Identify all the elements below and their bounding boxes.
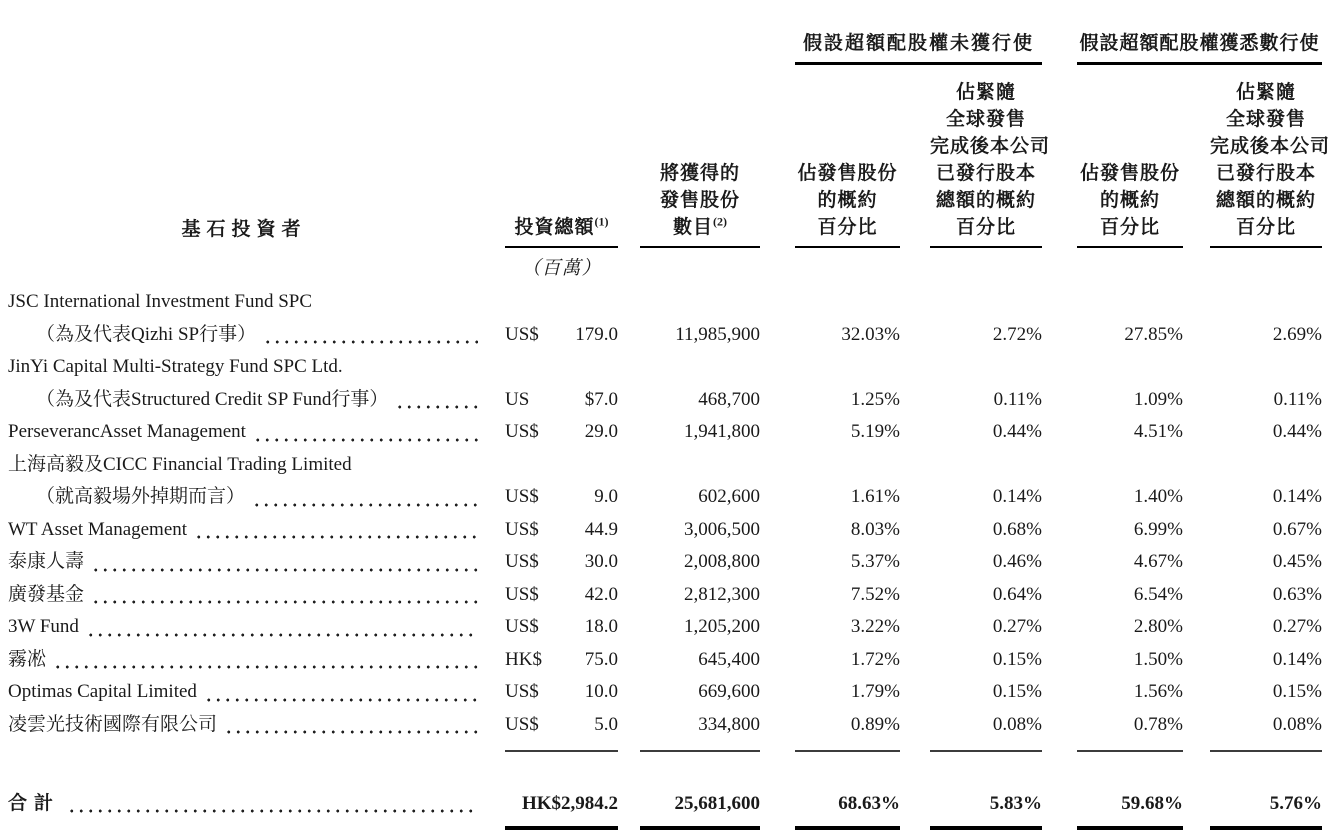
pct-offer-full-value: 1.40% [1133, 486, 1183, 507]
table-row [8, 709, 1336, 742]
pct-capital-full-value: 0.27% [1272, 616, 1322, 637]
pct-capital-full-value: 0.63% [1272, 583, 1322, 605]
pct-capital-pre-value: 0.64% [992, 583, 1042, 605]
shares-value: 2,008,800 [684, 551, 760, 572]
table-row [8, 546, 1336, 579]
investment-cell [505, 319, 618, 352]
investment-cell [505, 546, 618, 579]
pct-offer-pre-value: 8.03% [850, 518, 900, 540]
investment-cell [505, 579, 618, 612]
investment-amount: 179.0 [575, 323, 618, 345]
column-header-pct-capital-full [1210, 79, 1331, 248]
pct-offer-pre-value: 5.19% [850, 421, 900, 442]
pct-capital-header-line: 完成後本公司 [1210, 136, 1331, 157]
investor-name-text: 廣發基金 [8, 583, 85, 605]
investor-name-text: Optimas Capital Limited [8, 681, 197, 702]
pct-offer-full-value: 4.67% [1133, 551, 1183, 572]
shares-value: 602,600 [698, 486, 760, 507]
total-pct-capital-full: 5.76% [1269, 793, 1322, 814]
column-header-pct-capital-pre [930, 79, 1051, 248]
pct-offer-full-value: 4.51% [1133, 421, 1183, 442]
pct-offer-full-value: 1.56% [1133, 681, 1183, 702]
pct-offer-full-value: 0.78% [1133, 713, 1183, 735]
pct-capital-pre-value: 0.08% [992, 713, 1042, 735]
investment-amount: 10.0 [584, 681, 618, 702]
dot-leader [253, 438, 478, 442]
pct-offer-full-value: 6.54% [1133, 583, 1183, 605]
column-header-investment [505, 214, 618, 248]
pct-offer-pre-value: 32.03% [841, 323, 900, 345]
pct-offer-header-line: 百分比 [1099, 217, 1160, 238]
pct-capital-header-line: 已發行股本 [935, 163, 1036, 184]
shares-value: 645,400 [698, 648, 760, 670]
investor-name-line [8, 416, 480, 449]
investor-name-text: 凌雲光技術國際有限公司 [8, 713, 218, 735]
investor-name-cell [8, 579, 480, 612]
investment-currency: US$ [505, 518, 539, 540]
pct-capital-full-value: 0.44% [1272, 421, 1322, 442]
investor-name-text: 3W Fund [8, 616, 79, 637]
investor-name-text: PerseverancAsset Management [8, 421, 246, 442]
investment-cell [505, 644, 618, 677]
pct-offer-full-value: 1.09% [1133, 388, 1183, 410]
investment-cell [505, 676, 618, 709]
shares-note-ref: (2) [713, 214, 727, 229]
investment-currency: US$ [505, 583, 539, 605]
pct-offer-header-line: 的概約 [1099, 190, 1160, 211]
pct-capital-full-value: 2.69% [1272, 323, 1322, 345]
investor-name-line [8, 611, 480, 644]
total-shares: 25,681,600 [674, 793, 760, 814]
investor-name-cell [8, 351, 480, 416]
investor-name-line [8, 481, 480, 514]
shares-value: 1,205,200 [684, 616, 760, 637]
total-double-rule-row [8, 826, 1336, 830]
pct-offer-pre-value: 1.72% [850, 648, 900, 670]
investment-amount: 18.0 [584, 616, 618, 637]
pct-offer-full-value: 6.99% [1133, 518, 1183, 540]
table-row [8, 676, 1336, 709]
dot-leader [224, 730, 478, 734]
shares-value: 2,812,300 [684, 583, 760, 605]
pct-capital-header-line: 總額的概約 [1215, 190, 1316, 211]
investment-amount: 9.0 [594, 486, 618, 507]
shares-value: 669,600 [698, 681, 760, 702]
investor-name-line [8, 546, 480, 579]
pct-capital-full-value: 0.14% [1272, 486, 1322, 507]
investment-amount: 75.0 [584, 648, 618, 670]
investor-name-cell [8, 514, 480, 547]
pct-capital-full-value: 0.08% [1272, 713, 1322, 735]
pct-offer-pre-value: 1.79% [850, 681, 900, 702]
investment-currency: HK$ [505, 648, 542, 670]
pct-offer-pre-value: 3.22% [850, 616, 900, 637]
column-header-shares [640, 160, 760, 248]
column-header-pct-offer-full [1077, 160, 1183, 248]
investor-name-line [8, 384, 480, 417]
pct-capital-full-value: 0.15% [1272, 681, 1322, 702]
column-rule [1210, 750, 1322, 752]
investment-amount: $7.0 [584, 388, 618, 410]
dot-leader [395, 405, 478, 409]
pct-capital-full-value: 0.11% [1273, 388, 1322, 410]
double-rule [640, 826, 760, 830]
table-row [8, 579, 1336, 612]
investment-cell [505, 384, 618, 417]
investor-name-text: （就高毅場外掉期而言） [36, 486, 246, 507]
investor-name-line: JinYi Capital Multi-Strategy Fund SPC Ltd. [8, 356, 343, 377]
pct-capital-header-line: 總額的概約 [935, 190, 1036, 211]
total-row [8, 788, 1336, 820]
pct-capital-pre-value: 0.14% [992, 486, 1042, 507]
investment-currency: US$ [505, 486, 539, 507]
investor-name-cell [8, 611, 480, 644]
investment-unit-label: （百萬） [521, 258, 602, 279]
investor-name-cell [8, 546, 480, 579]
dot-leader [91, 600, 478, 604]
pct-capital-header-line: 全球發售 [945, 109, 1026, 130]
column-header-pct-offer-pre [795, 160, 900, 248]
investor-name-line [8, 709, 480, 742]
investment-currency: US$ [505, 551, 539, 572]
investor-name-cell [8, 416, 480, 449]
column-rule [1077, 750, 1183, 752]
investment-currency: US$ [505, 713, 539, 735]
pct-capital-header-line: 佔緊隨 [1235, 82, 1296, 103]
pct-offer-full-value: 1.50% [1133, 648, 1183, 670]
scenario-header-spacer [8, 28, 795, 65]
pct-offer-full-value: 2.80% [1133, 616, 1183, 637]
investment-currency: US$ [505, 421, 539, 442]
pct-capital-pre-value: 0.68% [992, 518, 1042, 540]
pct-capital-pre-value: 0.27% [992, 616, 1042, 637]
table-row [8, 351, 1336, 416]
table-row [8, 644, 1336, 677]
double-rule [1210, 826, 1322, 830]
investor-name-line: 上海高毅及CICC Financial Trading Limited [8, 453, 352, 475]
investment-label: 投資總額 [514, 217, 595, 238]
pct-capital-pre-value: 0.15% [992, 681, 1042, 702]
table-row [8, 416, 1336, 449]
column-rule [795, 750, 900, 752]
investment-currency: US [505, 388, 530, 410]
investor-name-line [8, 514, 480, 547]
pct-capital-full-value: 0.14% [1272, 648, 1322, 670]
scenario-header-no-exercise: 假設超額配股權未獲行使 [795, 28, 1042, 65]
investor-name-line [8, 676, 480, 709]
dot-leader [263, 340, 478, 344]
investor-name-text: （為及代表Qizhi SP行事） [36, 323, 257, 345]
dot-leader [67, 809, 478, 813]
pre-total-rule-row [8, 750, 1336, 752]
investment-amount: 29.0 [584, 421, 618, 442]
investor-name-text: 霧凇 [8, 648, 47, 670]
investment-cell [505, 611, 618, 644]
investment-cell [505, 481, 618, 514]
investment-amount: 30.0 [584, 551, 618, 572]
double-rule [795, 826, 900, 830]
pct-offer-header-line: 佔發售股份 [797, 163, 898, 184]
shares-header-line [640, 214, 760, 241]
pct-offer-pre-value: 1.61% [850, 486, 900, 507]
investor-name-cell [8, 709, 480, 742]
investor-name-line: JSC International Investment Fund SPC [8, 291, 312, 312]
investment-note-ref: (1) [594, 214, 609, 229]
column-rule [640, 750, 760, 752]
table-body [8, 286, 1336, 741]
scenario-header-row [8, 28, 1336, 65]
pct-capital-header-line: 佔緊隨 [955, 82, 1016, 103]
double-rule [505, 826, 618, 830]
total-pct-offer-pre: 68.63% [838, 793, 900, 814]
dot-leader [194, 535, 478, 539]
shares-header-line: 將獲得的 [659, 163, 740, 184]
investor-name-cell [8, 676, 480, 709]
total-pct-capital-pre: 5.83% [989, 793, 1042, 814]
dot-leader [204, 698, 478, 702]
pct-capital-pre-value: 0.15% [992, 648, 1042, 670]
table-row [8, 611, 1336, 644]
investment-cell [505, 514, 618, 547]
pct-capital-full-value: 0.45% [1272, 551, 1322, 572]
double-rule [930, 826, 1042, 830]
dot-leader [91, 568, 478, 572]
pct-capital-header-line: 百分比 [955, 217, 1016, 238]
shares-value: 1,941,800 [684, 421, 760, 442]
double-rule [1077, 826, 1183, 830]
pct-capital-pre-value: 0.11% [993, 388, 1042, 410]
investment-amount: 42.0 [584, 583, 618, 605]
column-rule [505, 750, 618, 752]
table-row [8, 449, 1336, 514]
pct-capital-pre-value: 2.72% [992, 323, 1042, 345]
investor-name-cell [8, 644, 480, 677]
shares-value: 3,006,500 [684, 518, 760, 540]
pct-offer-full-value: 27.85% [1124, 323, 1183, 345]
shares-header-line: 發售股份 [659, 190, 740, 211]
unit-row [8, 248, 1336, 280]
investment-amount: 44.9 [584, 518, 618, 540]
dot-leader [53, 665, 478, 669]
investment-currency: US$ [505, 616, 539, 637]
investment-amount: 5.0 [594, 713, 618, 735]
investment-currency: US$ [505, 681, 539, 702]
pct-offer-pre-value: 5.37% [850, 551, 900, 572]
pct-capital-header-line: 百分比 [1235, 217, 1296, 238]
total-label: 合計 [8, 793, 61, 814]
pct-offer-pre-value: 0.89% [850, 713, 900, 735]
total-pct-offer-full: 59.68% [1121, 793, 1183, 814]
pct-capital-full-value: 0.67% [1272, 518, 1322, 540]
pct-offer-pre-value: 7.52% [850, 583, 900, 605]
pct-capital-header-line: 全球發售 [1225, 109, 1306, 130]
pct-capital-pre-value: 0.46% [992, 551, 1042, 572]
pct-offer-pre-value: 1.25% [850, 388, 900, 410]
dot-leader [252, 503, 478, 507]
investment-currency: US$ [505, 323, 539, 345]
table-row [8, 286, 1336, 351]
investor-name-line [8, 319, 480, 352]
investor-name-text: （為及代表Structured Credit SP Fund行事） [36, 388, 389, 410]
shares-value: 468,700 [698, 388, 760, 410]
investment-cell [505, 416, 618, 449]
column-header-investor: 基石投資者 [181, 219, 307, 240]
pct-offer-header-line: 佔發售股份 [1079, 163, 1180, 184]
investment-cell [505, 709, 618, 742]
investor-name-text: 泰康人壽 [8, 551, 85, 572]
table-row [8, 514, 1336, 547]
investor-name-line [8, 579, 480, 612]
pct-offer-header-line: 的概約 [817, 190, 878, 211]
total-investment: HK$2,984.2 [521, 793, 618, 814]
pct-capital-header-line: 完成後本公司 [930, 136, 1051, 157]
investor-name-text: WT Asset Management [8, 518, 188, 540]
pct-capital-pre-value: 0.44% [992, 421, 1042, 442]
shares-value: 334,800 [698, 713, 760, 735]
investor-name-cell [8, 286, 480, 351]
column-header-row [8, 79, 1336, 248]
pct-capital-header-line: 已發行股本 [1215, 163, 1316, 184]
shares-value: 11,985,900 [675, 323, 760, 345]
investor-name-cell [8, 449, 480, 514]
dot-leader [86, 633, 478, 637]
shares-label: 數目 [672, 217, 713, 238]
investor-name-line [8, 644, 480, 677]
pct-offer-header-line: 百分比 [817, 217, 878, 238]
scenario-header-full-exercise: 假設超額配股權獲悉數行使 [1077, 28, 1322, 65]
column-rule [930, 750, 1042, 752]
